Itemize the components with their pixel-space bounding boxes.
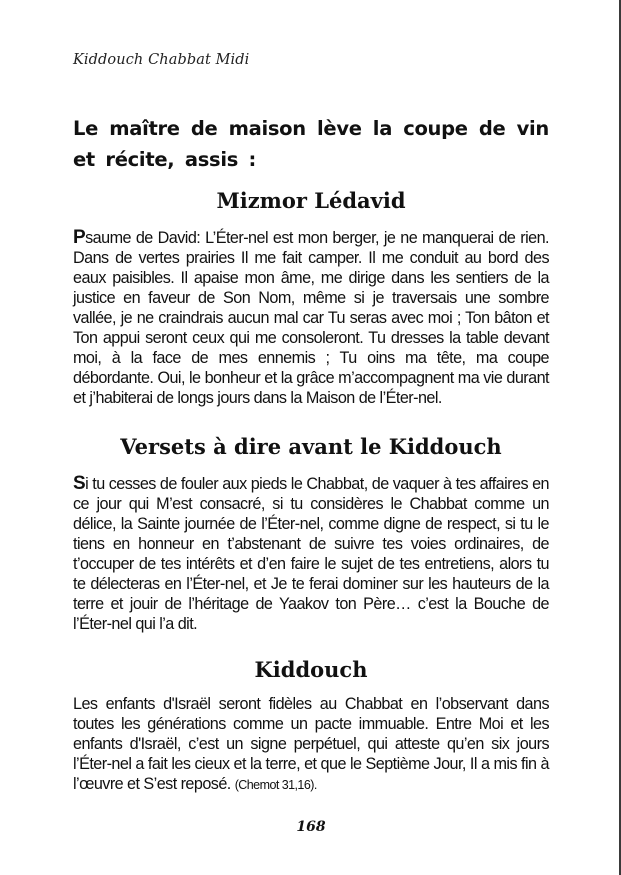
paragraph-text: i tu cesses de fouler aux pieds le Chabbat, de vaquer à tes affaires en ce jour qui M’est consacré, si tu considères le Chabbat comme un délice, la Sainte journée de l’Éter-nel, comme digne de respect, si tu le tiens en honneur en t’abstenant de suivre tes voies ordinaires, de t’occuper de tes intérêts et d’en faire le sujet de tes entretiens, alors tu te délecteras en l’Éter-nel, et Je te ferai dominer sur les hauteurs de la terre et jouir de l’héritage de Yaakov ton Père… c’est la Bouche de l’Éter-nel qui l’a dit. [73,475,549,633]
paragraph-kiddouch [73,694,549,795]
dropcap: S [73,473,86,494]
section-title-mizmor: Mizmor Lédavid [216,188,406,213]
paragraph-versets [73,474,549,634]
scripture-reference: (Chemot 31,16). [234,778,317,792]
page-number: 168 [296,819,326,835]
running-head: Kiddouch Chabbat Midi [73,52,250,68]
paragraph-text: saume de David: L’Éter-nel est mon berger, je ne manquerai de rien. Dans de vertes prairies Il me fait camper. Il me conduit au bord des eaux paisibles. Il apaise mon âme, me dirige dans les sentiers de la justice en faveur de Son Nom, même si je traversais une sombre vallée, je ne craindrais aucun mal car Tu seras avec moi ; Ton bâton et Ton appui seront ceux qui me consoleront. Tu dresses la table devant moi, à la face de mes ennemis ; Tu oins ma tête, ma coupe débordante. Oui, le bonheur et la grâce m’accompagnent ma vie durant et j’habiterai de longs jours dans la Maison de l’Éter-nel. [73,229,549,407]
dropcap: P [73,227,86,248]
paragraph-text: Les enfants d'Israël seront fidèles au Chabbat en l’observant dans toutes les générations comme un pacte immuable. Entre Moi et les enfants d'Israël, c’est un signe perpétuel, qui atteste qu’en six jours l’Éter-nel a fait les cieux et la terre, et que le Septième Jour, Il a mis fin à l’œuvre et S’est reposé. [73,695,549,793]
paragraph-mizmor [73,228,549,408]
section-title-kiddouch: Kiddouch [254,657,368,682]
section-title-versets: Versets à dire avant le Kiddouch [120,434,502,459]
instruction-heading: Le maître de maison lève la coupe de vin et récite, assis : [73,117,549,171]
